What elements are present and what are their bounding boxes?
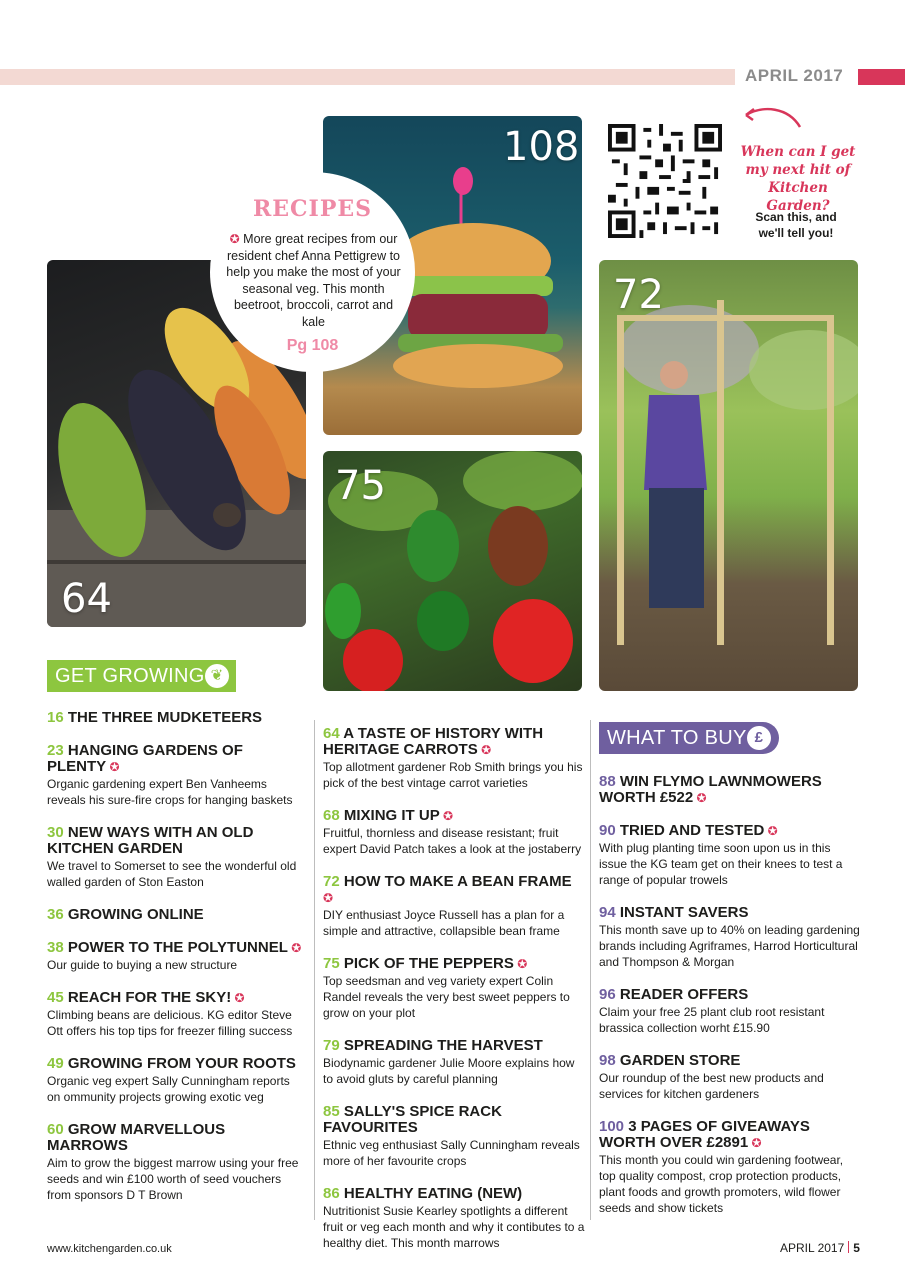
contents-item-desc: Fruitful, thornless and disease resistant; fruit expert David Patch takes a look at the jostaberry [323,826,582,856]
contents-item[interactable] [47,825,305,890]
page-number: 16 [47,709,68,726]
page-number: 85 [323,1103,344,1120]
star-icon: ✪ [231,991,245,1005]
contents-item[interactable] [47,940,305,973]
contents-column-1 [47,710,305,1220]
contents-item-desc: DIY enthusiast Joyce Russell has a plan for a simple and attractive, collapsible bean frame [323,908,565,938]
contents-item-title [599,987,861,1003]
contents-item[interactable] [47,990,305,1039]
page-number: 49 [47,1055,68,1072]
curved-arrow-icon [738,103,804,133]
contents-item[interactable] [323,1186,585,1251]
contents-item-title [323,1104,585,1136]
bean-frame-illustration [599,260,858,691]
recipes-title: RECIPES [252,196,373,222]
title-text: SALLY'S SPICE RACK FAVOURITES [323,1103,502,1136]
get-growing-header [47,660,236,692]
contents-item[interactable] [599,987,861,1036]
title-text: THE THREE MUDKETEERS [67,709,263,726]
page-number: 72 [323,873,344,890]
title-text: PICK OF THE PEPPERS [343,955,514,972]
footer-date: APRIL 2017 [780,1241,845,1255]
contents-item[interactable] [599,823,861,888]
page-number: 75 [323,955,344,972]
title-text: 3 PAGES OF GIVEAWAYS WORTH OVER £2891 [599,1118,810,1151]
recipes-body [226,231,401,330]
contents-item[interactable] [599,1053,861,1102]
qr-scan-text: Scan this, and we'll tell you! [755,210,837,240]
page-number: 94 [599,904,620,921]
page-number: 90 [599,822,620,839]
title-text: A TASTE OF HISTORY WITH HERITAGE CARROTS [323,725,544,758]
contents-item-desc: We travel to Somerset to see the wonderful old walled garden of Ston Easton [47,859,297,889]
page-number: 88 [599,773,620,790]
contents-item[interactable] [323,808,585,857]
star-icon: ✪ [287,941,302,955]
contents-item[interactable] [47,907,305,923]
column-divider [590,720,591,1220]
contents-item[interactable] [47,743,305,808]
contents-item-title [47,710,305,726]
star-icon: ✪ [106,760,120,774]
footer-page-info [780,1241,860,1255]
header-band [0,69,735,85]
title-text: REACH FOR THE SKY! [67,989,232,1006]
qr-code-icon[interactable] [608,124,722,238]
contents-item-title [323,1186,585,1202]
page-number: 79 [323,1037,344,1054]
contents-item-title [599,774,861,806]
title-text: TRIED AND TESTED [619,822,765,839]
contents-item-title [323,1038,585,1054]
title-text: READER OFFERS [619,986,749,1003]
contents-item-title [323,726,585,758]
contents-item-title [323,808,585,824]
star-icon: ✪ [764,824,778,838]
contents-item-title [323,874,585,906]
title-text: GROW MARVELLOUS MARROWS [47,1121,226,1154]
contents-item-title [47,1056,305,1072]
page-number: 86 [323,1185,344,1202]
contents-item-title [47,1122,305,1154]
title-text: SPREADING THE HARVEST [343,1037,543,1054]
recipes-page-ref: Pg 108 [286,337,339,354]
contents-item-desc: Organic gardening expert Ben Vanheems reveals his sure-fire crops for hanging baskets [47,777,293,807]
page-number: 96 [599,986,620,1003]
star-icon: ✪ [439,809,454,823]
contents-item[interactable] [323,1104,585,1169]
title-text: NEW WAYS WITH AN OLD KITCHEN GARDEN [47,824,254,857]
contents-item-title [47,743,305,775]
contents-item-desc: Claim your free 25 plant club root resistant brassica collection worht £15.90 [599,1005,825,1035]
contents-item[interactable] [323,726,585,791]
contents-item[interactable] [323,956,585,1021]
what-to-buy-label: WHAT TO BUY [607,727,747,749]
footer-page-number: 5 [853,1241,860,1255]
peppers-photo [323,451,582,691]
contents-item-desc: This month save up to 40% on leading gardening brands including Agriframes, Harrod Horticultural and Thompson & Morgan [599,923,860,969]
contents-item[interactable] [599,1119,861,1216]
recipes-text: More great recipes from our resident chef Anna Pettigrew to help you make the most of your seasonal veg. This month beetroot, broccoli, carrot and kale [226,232,401,329]
page-number: 45 [47,989,68,1006]
contents-item-desc: Biodynamic gardener Julie Moore explains how to avoid gluts by careful planning [323,1056,575,1086]
page-number: 100 [599,1118,629,1135]
contents-item-desc: Top seedsman and veg variety expert Colin Randel reveals the very best sweet peppers to grow on your plot [323,974,570,1020]
star-icon: ✪ [513,957,528,971]
contents-item-title [599,823,861,839]
contents-item-desc: Organic veg expert Sally Cunningham reports on ommunity projects growing exotic veg [47,1074,290,1104]
contents-item[interactable] [599,774,861,806]
page-number-64: 64 [61,576,112,622]
title-text: WIN FLYMO LAWNMOWERS WORTH £522 [599,773,822,806]
contents-item-title [47,940,305,956]
contents-column-2 [323,726,585,1268]
star-icon: ✪ [229,232,240,246]
contents-item[interactable] [47,710,305,726]
page-number: 36 [47,906,68,923]
contents-item[interactable] [47,1122,305,1203]
title-text: GROWING ONLINE [67,906,204,923]
title-text: POWER TO THE POLYTUNNEL [67,939,288,956]
page-number: 64 [323,725,344,742]
contents-column-3 [599,774,861,1233]
contents-item-title [323,956,585,972]
page-number: 68 [323,807,344,824]
header-accent-bar [858,69,905,85]
contents-item-desc: This month you could win gardening footwear, top quality compost, crop protection products, plant foods and growth promoters, wild flower seeds and show tickets [599,1153,844,1215]
contents-item-desc: Nutritionist Susie Kearley spotlights a different fruit or veg each month and why it contibutes to a healthy diet. This month marrows [323,1204,585,1250]
contents-item-desc: With plug planting time soon upon us in this issue the KG team get on their knees to test a range of popular trowels [599,841,843,887]
title-text: HANGING GARDENS OF PLENTY [47,742,243,775]
page-number: 98 [599,1052,620,1069]
contents-item-title [47,907,305,923]
title-text: GARDEN STORE [619,1052,741,1069]
bean-frame-photo [599,260,858,691]
column-divider [314,720,315,1220]
title-text: INSTANT SAVERS [619,904,749,921]
contents-item-title [47,990,305,1006]
page-number-72: 72 [613,272,664,318]
contents-item-title [47,825,305,857]
contents-item-desc: Climbing beans are delicious. KG editor Steve Ott offers his top tips for freezer filling success [47,1008,293,1038]
page-number-75: 75 [335,463,386,509]
contents-item-desc: Aim to grow the biggest marrow using your free seeds and win £100 worth of seed vouchers from sponsors D T Brown [47,1156,299,1202]
page-number: 38 [47,939,68,956]
contents-item[interactable] [47,1056,305,1105]
qr-question: When can I get my next hit of Kitchen Garden? [740,144,856,214]
title-text: GROWING FROM YOUR ROOTS [67,1055,296,1072]
what-to-buy-header [599,722,779,754]
contents-item-title [599,1053,861,1069]
contents-item-desc: Ethnic veg enthusiast Sally Cunningham reveals more of her favourite crops [323,1138,580,1168]
pound-icon: £ [747,726,771,750]
contents-item-title [599,905,861,921]
contents-item-desc: Top allotment gardener Rob Smith brings you his pick of the best vintage carrot varieties [323,760,583,790]
footer-divider [848,1241,849,1253]
contents-item-desc: Our roundup of the best new products and services for kitchen gardeners [599,1071,824,1101]
page-number: 23 [47,742,68,759]
star-icon: ✪ [477,743,492,757]
contents-item-title [599,1119,861,1151]
contents-item[interactable] [599,905,861,970]
title-text: HEALTHY EATING (NEW) [343,1185,523,1202]
contents-item[interactable] [323,874,585,939]
page-number: 60 [47,1121,68,1138]
page-number-108: 108 [503,124,580,170]
star-icon: ✪ [323,891,334,905]
footer-url[interactable]: www.kitchengarden.co.uk [47,1243,172,1255]
get-growing-label: GET GROWING [55,665,205,687]
title-text: HOW TO MAKE A BEAN FRAME [343,873,572,890]
contents-item[interactable] [323,1038,585,1087]
leaf-icon: ❦ [205,664,229,688]
page-number: 30 [47,824,68,841]
issue-date: APRIL 2017 [745,66,844,85]
contents-item-desc: Our guide to buying a new structure [47,958,238,972]
title-text: MIXING IT UP [343,807,440,824]
star-icon: ✪ [693,791,707,805]
star-icon: ✪ [748,1136,762,1150]
